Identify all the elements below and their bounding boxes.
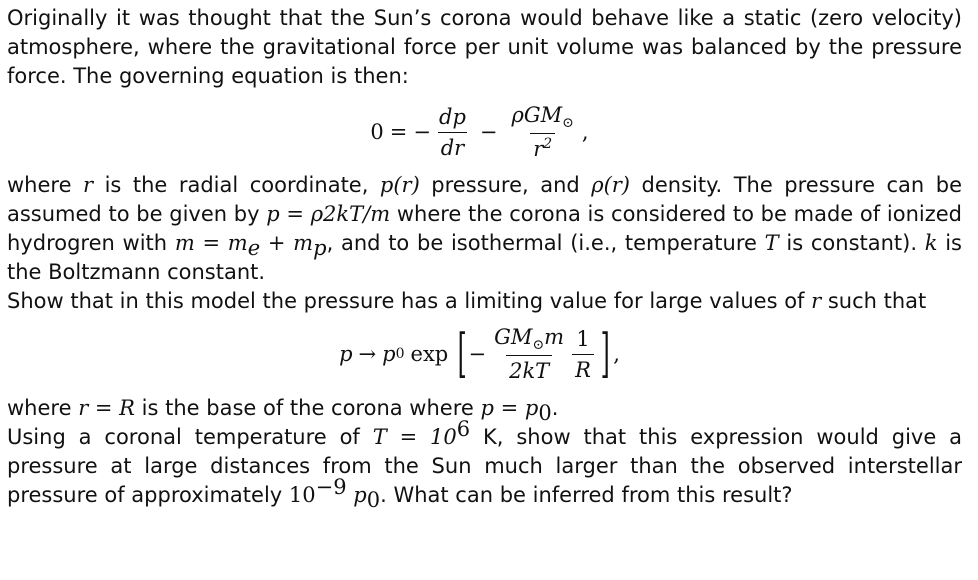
text-base: is the base of the corona where [134,396,481,420]
text-constant: is constant). [778,231,925,255]
eq1-fraction-dpdr [436,105,469,160]
math-plus-mp: + m [260,231,314,255]
text-pressure: pressure, and [419,173,592,197]
math-T: T [764,231,779,255]
eq2-m: m [544,325,565,349]
text-period: . [551,396,559,420]
eq1-denominator-1: dr [438,132,467,160]
math-pressure-law: p = ρ2kT/m [266,202,391,226]
eq1-r: r [533,137,544,161]
math-sub-p: p [313,236,327,261]
math-sub-0: 0 [538,401,552,426]
eq1-minus-1: − [413,120,432,144]
eq1-denominator-2 [530,133,555,161]
eq1-comma: , [581,120,589,144]
sun-symbol: ⊙ [562,115,574,131]
eq2-exp: exp [410,342,449,366]
base-paragraph [7,394,962,426]
math-r-equals-R: r = R [78,396,135,420]
math-r: r [83,173,94,197]
eq1-fraction-gravity [509,103,577,161]
math-exp-minus-9: −9 [315,475,347,499]
eq2-numerator-1 [491,325,567,355]
eq2-numerator-2: 1 [576,326,590,351]
definitions-paragraph [7,171,962,287]
math-r-2: r [811,289,822,313]
eq2-lhs: p [339,342,353,366]
eq1-rho-g-m: ρGM [511,103,563,127]
intro-text: Originally it was thought that the Sun’s corona would behave like a static (zero velocity) atmosphere, where the gravitational force per unit volume was balanced by the pressure force. The governing equation is then: [7,6,962,88]
eq2-p0: p [382,342,396,366]
text-show: Show that in this model the pressure has a limiting value for large values of [7,289,812,313]
show-paragraph [7,287,962,316]
math-p: p [346,483,367,507]
math-T-equals: T = 10 [372,425,457,449]
text-boltzmann: is the Boltzmann constant. [7,231,962,284]
text-ionized: where the corona is considered to be made of ionized hydrogren with [7,202,962,255]
math-sub-0-2: 0 [366,488,381,513]
right-bracket: ] [600,324,610,384]
text-using: Using a coronal temperature of [7,425,373,449]
math-exp-6: 6 [456,417,471,441]
math-sub-e: e [247,236,261,261]
eq1-numerator-1: dp [439,104,466,129]
eq1-numerator-2 [509,103,577,133]
text-density: density. The pressure can be assumed to be given by [7,173,962,226]
text-show-pressure: K, show that this expression would give a pressure at large distances from the Sun much larger than the observed interstellar pressure of approximately [7,425,962,507]
math-p-of-r: p(r) [379,173,420,197]
eq2-minus: − [468,342,487,366]
text-radial: is the radial coordinate, [93,173,380,197]
eq2-denominator-1: 2kT [506,355,552,383]
text-inferred: . What can be inferred from this result? [380,483,793,507]
text-where-2: where [7,396,79,420]
math-p-equals-p0: p = p [480,396,539,420]
eq2-denominator-2: R [572,354,594,382]
eq1-lhs: 0 [370,120,384,144]
text-where: where [7,173,84,197]
final-paragraph [7,417,962,513]
arrow-icon: → [358,342,377,366]
math-rho-of-r: ρ(r) [591,173,631,197]
eq1-equals: = [389,120,408,144]
eq2-fraction-1 [491,325,567,383]
limiting-pressure-equation: p → p 0 exp [ − $\frac{GM_⊙m}{2kT}$ $\frac{1}{R}$ ] , [339,324,620,384]
eq2-fraction-2 [572,327,594,382]
intro-paragraph [7,4,962,91]
text-such-that: such that [821,289,927,313]
math-m-me: m = m [174,231,248,255]
eq2-comma: , [613,342,620,366]
eq2-gm: GM [494,325,533,349]
left-bracket: [ [457,324,467,384]
hydrostatic-equation [7,100,962,164]
text-isothermal: , and to be isothermal (i.e., temperature [326,231,765,255]
sun-symbol-2: ⊙ [532,337,545,353]
math-k: k [924,231,938,255]
math-ten: 10 [288,483,316,507]
eq1-r-exponent: 2 [543,136,553,152]
eq1-minus-2: − [479,120,498,144]
